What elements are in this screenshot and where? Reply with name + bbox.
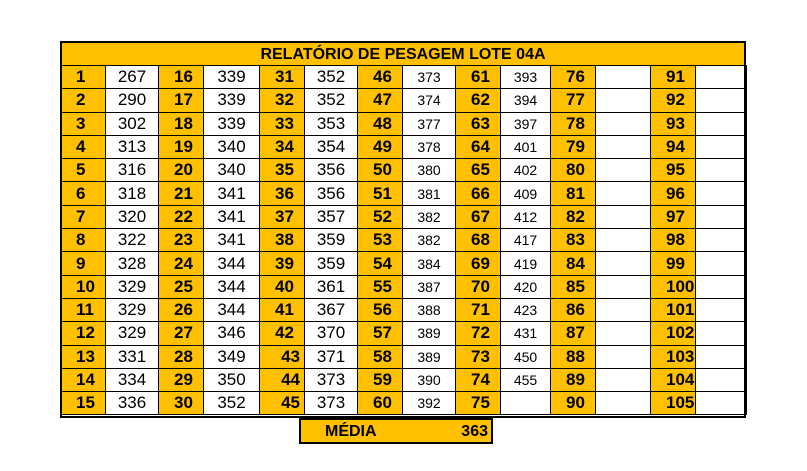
animal-number: 41 [260,298,305,321]
weight-value: 374 [403,89,456,112]
weight-value [696,182,747,205]
weight-value: 367 [305,298,358,321]
animal-number: 52 [358,205,403,228]
weight-value: 371 [305,345,358,368]
weight-value [596,159,651,182]
animal-number: 18 [159,112,204,135]
weight-value [696,66,747,89]
weight-value [696,135,747,158]
animal-number: 1 [61,66,106,89]
animal-number: 17 [159,89,204,112]
weight-value: 302 [106,112,159,135]
weight-value [696,345,747,368]
animal-number: 97 [651,205,696,228]
table-row [61,89,747,112]
animal-number: 7 [61,205,106,228]
weight-value: 382 [403,205,456,228]
animal-number: 49 [358,135,403,158]
animal-number: 39 [260,252,305,275]
table-row [61,112,747,135]
animal-number: 82 [551,205,596,228]
animal-number: 27 [159,322,204,345]
animal-number: 67 [456,205,501,228]
weight-value: 390 [403,368,456,391]
animal-number: 34 [260,135,305,158]
weight-value: 455 [501,368,551,391]
weight-value: 340 [204,159,260,182]
weight-value: 397 [501,112,551,135]
weight-value: 349 [204,345,260,368]
table-row [61,275,747,298]
weight-value: 393 [501,66,551,89]
animal-number: 44 [260,368,305,391]
animal-number: 14 [61,368,106,391]
table-row [61,182,747,205]
weight-value: 373 [403,66,456,89]
weight-value [696,275,747,298]
weight-value [596,205,651,228]
weight-value: 402 [501,159,551,182]
animal-number: 38 [260,229,305,252]
weight-value: 373 [305,392,358,415]
weight-value: 316 [106,159,159,182]
weight-value: 329 [106,275,159,298]
weight-value: 409 [501,182,551,205]
animal-number: 21 [159,182,204,205]
weight-value: 341 [204,182,260,205]
animal-number: 35 [260,159,305,182]
weight-value [696,159,747,182]
animal-number: 75 [456,392,501,415]
animal-number: 4 [61,135,106,158]
weight-value: 423 [501,298,551,321]
animal-number: 22 [159,205,204,228]
weight-value: 339 [204,89,260,112]
weight-value [596,298,651,321]
weight-value: 354 [305,135,358,158]
weight-value: 378 [403,135,456,158]
animal-number: 102 [651,322,696,345]
weight-value [596,322,651,345]
weight-value: 320 [106,205,159,228]
weight-value: 357 [305,205,358,228]
animal-number: 30 [159,392,204,415]
animal-number: 63 [456,112,501,135]
weight-value: 344 [204,252,260,275]
animal-number: 33 [260,112,305,135]
weight-value [696,252,747,275]
animal-number: 19 [159,135,204,158]
animal-number: 98 [651,229,696,252]
weight-value: 334 [106,368,159,391]
weight-value [696,229,747,252]
weight-value: 339 [204,112,260,135]
animal-number: 95 [651,159,696,182]
animal-number: 42 [260,322,305,345]
weight-value: 356 [305,159,358,182]
animal-number: 15 [61,392,106,415]
animal-number: 46 [358,66,403,89]
weight-value: 412 [501,205,551,228]
animal-number: 91 [651,66,696,89]
weight-value: 329 [106,322,159,345]
animal-number: 79 [551,135,596,158]
animal-number: 71 [456,298,501,321]
animal-number: 54 [358,252,403,275]
weight-value [696,298,747,321]
weight-value: 359 [305,229,358,252]
animal-number: 87 [551,322,596,345]
weight-value: 373 [305,368,358,391]
animal-number: 26 [159,298,204,321]
weight-value [596,229,651,252]
weight-value: 352 [204,392,260,415]
animal-number: 31 [260,66,305,89]
weight-value [696,368,747,391]
weight-value: 389 [403,322,456,345]
animal-number: 80 [551,159,596,182]
weight-value [696,205,747,228]
animal-number: 74 [456,368,501,391]
animal-number: 10 [61,275,106,298]
animal-number: 37 [260,205,305,228]
animal-number: 47 [358,89,403,112]
animal-number: 56 [358,298,403,321]
table-row [61,345,747,368]
weight-value: 392 [403,392,456,415]
animal-number: 96 [651,182,696,205]
animal-number: 29 [159,368,204,391]
weight-value: 290 [106,89,159,112]
animal-number: 28 [159,345,204,368]
animal-number: 89 [551,368,596,391]
table-row [61,205,747,228]
animal-number: 84 [551,252,596,275]
animal-number: 104 [651,368,696,391]
animal-number: 81 [551,182,596,205]
weight-value: 336 [106,392,159,415]
animal-number: 101 [651,298,696,321]
average-label: MÉDIA [325,423,377,440]
animal-number: 69 [456,252,501,275]
weight-value [596,135,651,158]
weight-value: 344 [204,275,260,298]
weight-value: 370 [305,322,358,345]
animal-number: 20 [159,159,204,182]
table-row [61,66,747,89]
weight-value: 431 [501,322,551,345]
table-row [61,298,747,321]
animal-number: 12 [61,322,106,345]
animal-number: 25 [159,275,204,298]
weight-value: 419 [501,252,551,275]
animal-number: 83 [551,229,596,252]
animal-number: 2 [61,89,106,112]
animal-number: 50 [358,159,403,182]
weight-value [596,182,651,205]
table-row [61,159,747,182]
weight-value [501,392,551,415]
animal-number: 86 [551,298,596,321]
weight-value: 401 [501,135,551,158]
weight-value: 328 [106,252,159,275]
animal-number: 16 [159,66,204,89]
animal-number: 9 [61,252,106,275]
weight-value: 356 [305,182,358,205]
animal-number: 48 [358,112,403,135]
weight-value [696,392,747,415]
animal-number: 5 [61,159,106,182]
animal-number: 58 [358,345,403,368]
weight-value: 353 [305,112,358,135]
weight-value: 340 [204,135,260,158]
weight-value: 329 [106,298,159,321]
animal-number: 60 [358,392,403,415]
animal-number: 72 [456,322,501,345]
weight-value: 339 [204,66,260,89]
animal-number: 62 [456,89,501,112]
animal-number: 90 [551,392,596,415]
weight-value: 382 [403,229,456,252]
weight-value [596,66,651,89]
report-title: RELATÓRIO DE PESAGEM LOTE 04A [60,41,746,65]
weight-value: 380 [403,159,456,182]
animal-number: 24 [159,252,204,275]
animal-number: 92 [651,89,696,112]
animal-number: 11 [61,298,106,321]
weight-value [696,322,747,345]
animal-number: 105 [651,392,696,415]
animal-number: 85 [551,275,596,298]
animal-number: 70 [456,275,501,298]
animal-number: 94 [651,135,696,158]
table-row [61,392,747,415]
animal-number: 59 [358,368,403,391]
weight-value: 361 [305,275,358,298]
weight-value: 341 [204,205,260,228]
weight-value: 420 [501,275,551,298]
weight-value: 352 [305,66,358,89]
animal-number: 8 [61,229,106,252]
weight-value [596,89,651,112]
animal-number: 23 [159,229,204,252]
weight-value: 344 [204,298,260,321]
animal-number: 100 [651,275,696,298]
animal-number: 53 [358,229,403,252]
weighing-table [60,65,747,415]
table-row [61,322,747,345]
weight-value [696,112,747,135]
table-row [61,368,747,391]
animal-number: 40 [260,275,305,298]
animal-number: 55 [358,275,403,298]
weight-value: 331 [106,345,159,368]
table-row [61,252,747,275]
animal-number: 45 [260,392,305,415]
animal-number: 13 [61,345,106,368]
animal-number: 68 [456,229,501,252]
table-row [61,135,747,158]
weight-value: 388 [403,298,456,321]
weight-value [596,345,651,368]
animal-number: 66 [456,182,501,205]
weight-value [596,275,651,298]
table-row [61,229,747,252]
weight-value [596,368,651,391]
animal-number: 3 [61,112,106,135]
weight-value: 387 [403,275,456,298]
weight-value: 346 [204,322,260,345]
animal-number: 76 [551,66,596,89]
weight-value: 313 [106,135,159,158]
animal-number: 78 [551,112,596,135]
weight-value: 267 [106,66,159,89]
animal-number: 73 [456,345,501,368]
weight-value: 384 [403,252,456,275]
animal-number: 36 [260,182,305,205]
animal-number: 32 [260,89,305,112]
average-box [299,418,493,444]
animal-number: 65 [456,159,501,182]
weight-value: 417 [501,229,551,252]
animal-number: 6 [61,182,106,205]
weight-value: 350 [204,368,260,391]
weight-value: 322 [106,229,159,252]
animal-number: 57 [358,322,403,345]
weight-value: 318 [106,182,159,205]
animal-number: 93 [651,112,696,135]
weight-value [596,252,651,275]
weight-value: 389 [403,345,456,368]
animal-number: 43 [260,345,305,368]
weight-value [696,89,747,112]
animal-number: 88 [551,345,596,368]
animal-number: 99 [651,252,696,275]
weight-value: 394 [501,89,551,112]
weight-value: 450 [501,345,551,368]
weight-value: 352 [305,89,358,112]
animal-number: 51 [358,182,403,205]
average-value: 363 [461,423,488,440]
animal-number: 103 [651,345,696,368]
weighing-report [60,41,746,415]
weight-value: 359 [305,252,358,275]
weight-value: 377 [403,112,456,135]
weight-value [596,112,651,135]
weight-value [596,392,651,415]
animal-number: 77 [551,89,596,112]
weight-value: 341 [204,229,260,252]
weight-value: 381 [403,182,456,205]
animal-number: 64 [456,135,501,158]
animal-number: 61 [456,66,501,89]
